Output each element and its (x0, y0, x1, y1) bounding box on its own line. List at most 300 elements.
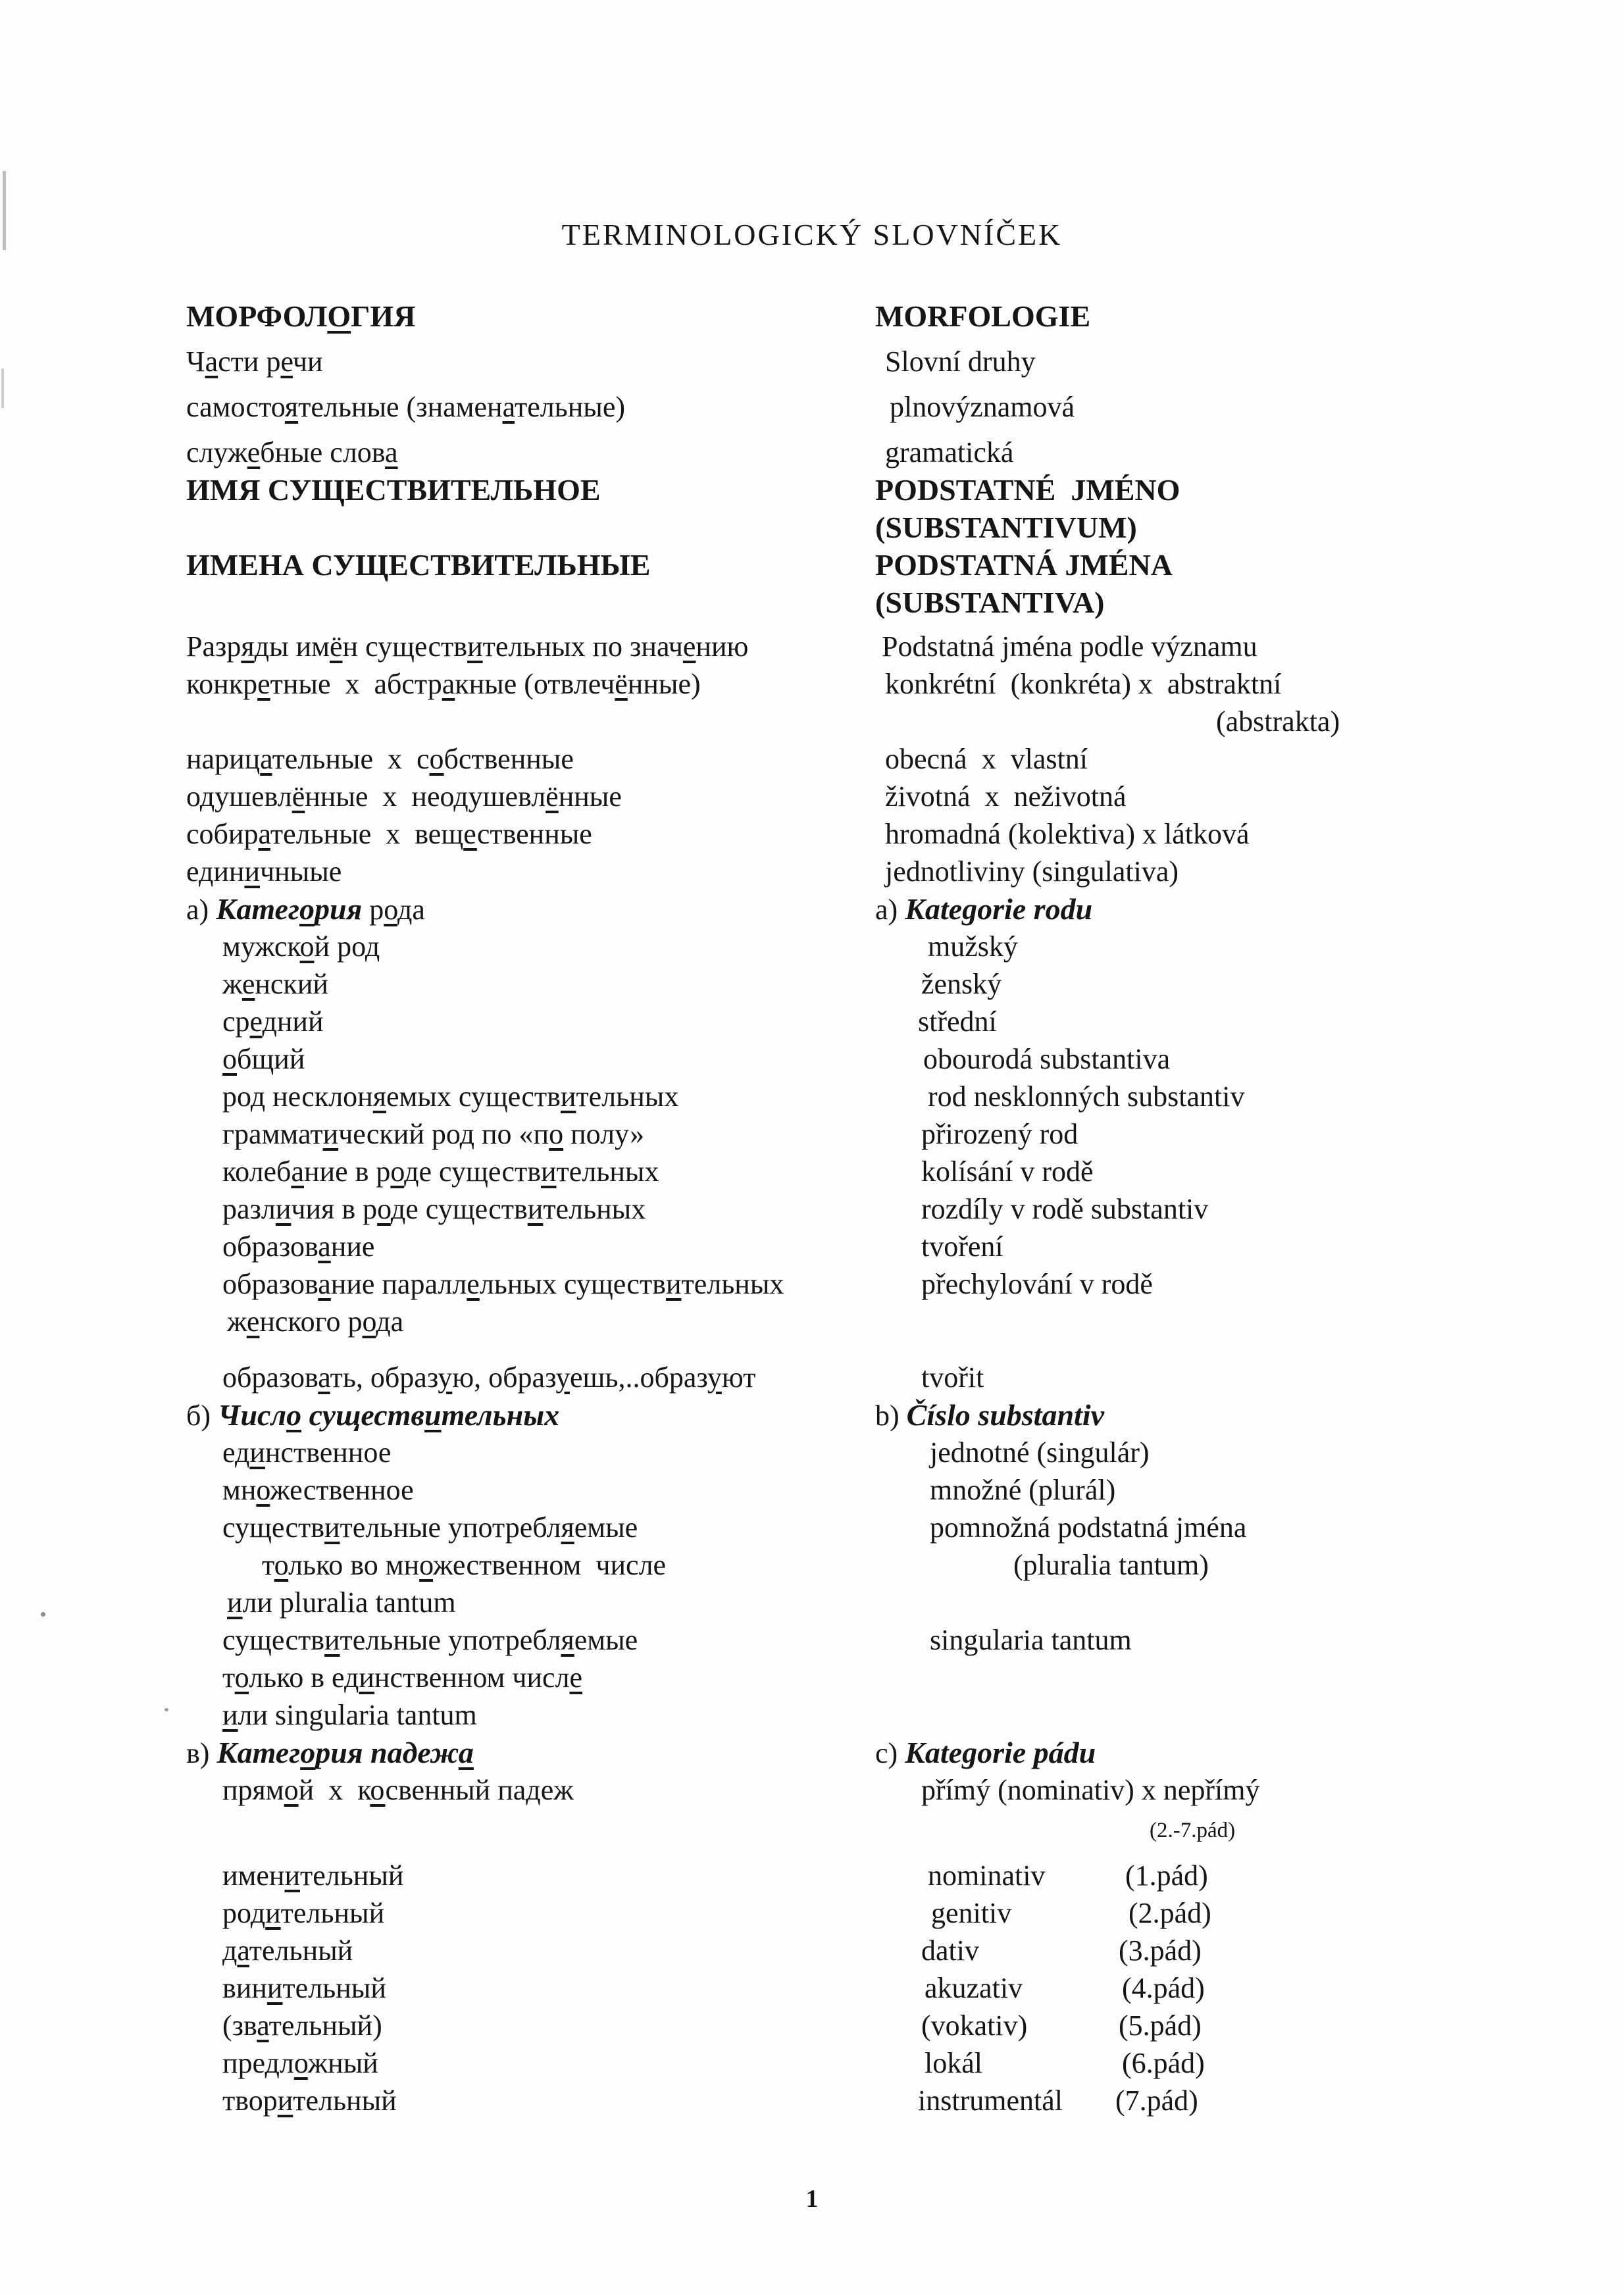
czech-term (911, 1082, 1598, 1111)
glossary-row (186, 628, 1598, 665)
term-text: ё (292, 780, 305, 813)
term-text: и (275, 1192, 292, 1225)
russian-term (186, 782, 875, 811)
term-text: е (569, 1661, 583, 1694)
term-text: Číslo substantiv (906, 1398, 1105, 1432)
russian-term (186, 1267, 911, 1300)
term-text: ние в р (303, 1155, 391, 1188)
term-text: е (241, 967, 255, 1000)
glossary-row (186, 1857, 1598, 1894)
czech-term (875, 1735, 1598, 1769)
term-text: нского р (259, 1305, 363, 1338)
glossary-row (186, 2007, 1598, 2044)
czech-term (875, 1400, 1598, 1430)
glossary-row (186, 1696, 1598, 1734)
term-text: нственное (265, 1436, 392, 1469)
term-text: obecná x vlastní (885, 742, 1088, 775)
term-text: тельные х с (272, 742, 430, 775)
term-text: де существ (390, 1192, 528, 1225)
glossary-row (186, 1396, 1598, 1434)
term-text: životná x neživotná (885, 780, 1127, 813)
term-text: я (561, 1623, 574, 1656)
term-text: о (370, 1773, 386, 1806)
case-name (918, 2086, 1115, 2115)
czech-term (875, 301, 1598, 332)
term-text: akuzativ (925, 1971, 1023, 2004)
russian-term (186, 1307, 916, 1336)
term-text: я (372, 1080, 386, 1113)
term-text: бные слов (260, 436, 385, 468)
term-text: о (256, 1473, 270, 1506)
term-text: hromadná (kolektiva) x látková (885, 817, 1250, 850)
term-text: и (324, 1511, 340, 1544)
czech-term (911, 1773, 1598, 1806)
term-text: lokál (925, 2046, 982, 2079)
russian-term (186, 894, 875, 924)
term-text: т (262, 1548, 274, 1581)
term-text: а (260, 742, 272, 775)
term-text: о (390, 1155, 405, 1188)
glossary-row (186, 1471, 1598, 1509)
term-text: а (318, 1361, 330, 1394)
term-text: (1.pád) (1125, 1859, 1208, 1892)
term-text: о (234, 1661, 249, 1694)
term-text: й род (314, 930, 380, 963)
czech-term (911, 2046, 1598, 2079)
term-text: о (362, 1305, 376, 1338)
russian-term (186, 1548, 951, 1581)
term-text: (4.pád) (1122, 1971, 1205, 2004)
glossary-row (186, 1509, 1598, 1546)
russian-term (186, 438, 875, 467)
term-text: ж (222, 967, 242, 1000)
czech-term (911, 2086, 1598, 2115)
term-text: střední (918, 1005, 997, 1038)
case-name (928, 1861, 1125, 1890)
term-text: (7.pád) (1115, 2084, 1198, 2117)
term-text: МОРФОЛ (186, 299, 328, 333)
term-text: konkrétní (konkréta) x abstraktní (885, 667, 1282, 700)
term-text: колеб (222, 1155, 292, 1188)
term-text: а (237, 1934, 249, 1967)
term-text: нский (255, 967, 328, 1000)
czech-term (911, 1971, 1598, 2004)
term-text: существ (301, 1398, 424, 1432)
term-text: а (458, 1735, 474, 1769)
term-text: лько во мн (288, 1548, 420, 1581)
glossary-row (186, 1546, 1598, 1584)
term-text: служ (186, 436, 247, 468)
term-text: а (257, 2009, 269, 2042)
term-text: tvořit (921, 1361, 984, 1394)
term-text: (pluralia tantum) (1013, 1548, 1209, 1581)
term-text: Podstatná jména podle významu (882, 630, 1257, 663)
glossary-row (186, 1190, 1598, 1228)
term-text: тельные х вещ (270, 817, 464, 850)
glossary-row (186, 740, 1598, 778)
term-text: у (555, 1361, 570, 1394)
czech-term (875, 817, 1598, 850)
glossary-row (186, 1659, 1598, 1696)
russian-term (186, 1773, 911, 1806)
term-text: й х к (298, 1773, 370, 1806)
term-text: тельных (543, 1192, 646, 1225)
russian-term (186, 1042, 911, 1075)
glossary-row (186, 1969, 1598, 2007)
term-text: (2.pád) (1129, 1896, 1211, 1929)
term-text: у (707, 1361, 722, 1394)
term-text: нные) (627, 667, 701, 700)
term-text: чи (292, 345, 323, 378)
term-text: тельные) (514, 390, 626, 423)
term-text: а (291, 1155, 304, 1188)
term-text: а (318, 1230, 331, 1263)
czech-term (875, 857, 1598, 886)
term-text: существ (222, 1511, 324, 1544)
czech-term (911, 932, 1598, 961)
term-text: (зв (222, 2009, 257, 2042)
russian-term (186, 817, 875, 850)
glossary-row (186, 434, 1598, 471)
term-text: лько в ед (249, 1661, 359, 1694)
term-text: тельных (681, 1267, 784, 1300)
term-text: тельный (280, 1896, 385, 1929)
russian-term (186, 1698, 911, 1731)
term-text: ед (222, 1436, 250, 1469)
term-text: а) (186, 893, 216, 926)
term-text: образов (222, 1267, 318, 1300)
czech-term (911, 1117, 1598, 1150)
term-text: о (286, 1398, 302, 1432)
term-text: я (561, 1511, 574, 1544)
term-text: singularia tantum (930, 1623, 1132, 1656)
term-text: MORFOLOGIE (875, 299, 1091, 333)
term-text: ИМЯ СУЩЕСТВИТЕЛЬНОЕ (186, 472, 601, 507)
glossary-row (186, 509, 1598, 546)
russian-term (186, 632, 875, 661)
term-text: твор (222, 2084, 278, 2117)
term-text: ли singularia tantum (238, 1698, 477, 1731)
term-text: емые (574, 1511, 638, 1544)
term-text: тные х абстр (270, 667, 442, 700)
term-text: е (280, 345, 293, 378)
term-text: тельный (249, 1934, 353, 1967)
term-text: о (419, 1548, 434, 1581)
term-text: конкр (186, 667, 258, 700)
term-text: (abstrakta) (1216, 705, 1340, 738)
term-text: ть, образ (330, 1361, 438, 1394)
term-text: е (249, 1005, 263, 1038)
case-name (921, 1936, 1119, 1965)
glossary-row (186, 1734, 1598, 1771)
term-text: ё (615, 667, 628, 700)
czech-term (911, 1623, 1598, 1656)
term-text: и (277, 2084, 293, 2117)
term-text: dativ (921, 1934, 979, 1967)
term-text: ж (227, 1305, 247, 1338)
czech-term (911, 2011, 1598, 2040)
czech-term (875, 585, 1598, 619)
term-text: де существ (404, 1155, 542, 1188)
term-text: b) (875, 1399, 907, 1432)
glossary-row (186, 1303, 1598, 1340)
term-text: množné (plurál) (930, 1473, 1116, 1506)
term-text: и (284, 1859, 301, 1892)
czech-term (911, 1896, 1598, 1929)
term-text: и (265, 1896, 281, 1929)
case-name (925, 2046, 1122, 2079)
czech-term (911, 1363, 1598, 1392)
term-text: nominativ (928, 1859, 1046, 1892)
russian-term (186, 1971, 911, 2004)
term-text: о (377, 1192, 391, 1225)
term-text: PODSTATNÉ JMÉNO (875, 472, 1180, 507)
czech-term (951, 1548, 1598, 1581)
czech-term (911, 1861, 1598, 1890)
term-text: Катег (216, 1735, 301, 1769)
glossary-row (186, 546, 1598, 584)
glossary-row (186, 1078, 1598, 1115)
term-text: (SUBSTANTIVUM) (875, 510, 1137, 544)
russian-term (186, 1082, 911, 1111)
czech-term (875, 472, 1598, 507)
term-text: разл (222, 1192, 276, 1225)
term-text: а (384, 436, 398, 468)
term-text: жественном числе (433, 1548, 667, 1581)
czech-term (911, 1042, 1598, 1075)
term-text: ИМЕНА СУЩЕСТВИТЕЛЬНЫЕ (186, 547, 651, 582)
russian-term (186, 1861, 911, 1890)
term-text: т (222, 1661, 235, 1694)
term-text: о (274, 1548, 289, 1581)
term-text: (vokativ) (921, 2009, 1028, 2042)
term-text: у (438, 1361, 453, 1394)
russian-term (186, 1896, 911, 1929)
term-text: c) (875, 1736, 905, 1769)
glossary-row (186, 928, 1598, 965)
term-text: přirozený rod (921, 1117, 1078, 1150)
czech-term (875, 547, 1598, 582)
term-text: о (299, 892, 315, 926)
term-text: jednotliviny (singulativa) (885, 855, 1179, 888)
russian-term (186, 1400, 875, 1430)
term-text: тельный (300, 1859, 404, 1892)
term-text: тельные употребл (340, 1623, 561, 1656)
term-text: самосто (186, 390, 285, 423)
term-text: е (467, 1267, 480, 1300)
term-text: a) (875, 893, 905, 926)
russian-term (186, 1117, 911, 1150)
glossary-row (186, 2044, 1598, 2082)
term-text: чныые (259, 855, 342, 888)
term-text: о (222, 1042, 237, 1075)
czech-term (911, 1438, 1598, 1467)
term-text: бщий (237, 1042, 305, 1075)
term-text: (3.pád) (1119, 1934, 1202, 1967)
term-text: и (266, 1971, 283, 2004)
term-text: и (222, 1698, 238, 1731)
term-text: ženský (921, 967, 1002, 1000)
term-text: жный (307, 2046, 378, 2079)
czech-term (911, 1232, 1598, 1261)
term-text: б) (186, 1399, 218, 1432)
term-text: мн (222, 1473, 257, 1506)
term-text: е (463, 817, 477, 850)
czech-term (875, 390, 1598, 423)
term-text: ё (546, 780, 559, 813)
russian-term (186, 857, 875, 886)
term-text: (2.-7.pád) (1150, 1818, 1236, 1842)
term-text: rod nesklonných substantiv (928, 1080, 1245, 1113)
glossary-row (186, 1894, 1598, 1932)
term-text: о (299, 930, 315, 963)
czech-term (911, 1007, 1598, 1036)
glossary-row (186, 965, 1598, 1003)
glossary-row (186, 1434, 1598, 1471)
russian-term (186, 2086, 911, 2115)
term-text: ю, образ (452, 1361, 556, 1394)
term-text: и (467, 630, 483, 663)
term-text: Ч (186, 345, 205, 378)
term-text: нственном числ (374, 1661, 570, 1694)
term-text: чия в р (291, 1192, 378, 1225)
glossary-row (186, 297, 1598, 335)
glossary-row (186, 1153, 1598, 1190)
term-text: образов (222, 1230, 318, 1263)
term-text: а (258, 817, 270, 850)
term-text: Kategorie pádu (905, 1735, 1096, 1769)
glossary-row (186, 1809, 1598, 1846)
term-text: kolísání v rodě (921, 1155, 1094, 1188)
czech-term (875, 782, 1598, 811)
term-text: ют (721, 1361, 756, 1394)
scan-artifact (41, 1612, 45, 1617)
term-text: о (284, 1773, 299, 1806)
term-text: Числ (218, 1398, 287, 1432)
term-text: Slovní druhy (885, 345, 1036, 378)
term-text: přechylování v rodě (921, 1267, 1153, 1300)
term-text: а (502, 390, 515, 423)
glossary-row (186, 778, 1598, 815)
glossary-row (186, 853, 1598, 890)
term-text: един (186, 855, 245, 888)
term-text: мужск (222, 930, 300, 963)
term-text: сти р (218, 345, 281, 378)
russian-term (186, 932, 911, 961)
term-text: obourodá substantiva (923, 1042, 1171, 1075)
term-text: pomnožná podstatná jména (930, 1511, 1247, 1544)
russian-term (186, 1232, 911, 1261)
term-text: тельных (556, 1155, 659, 1188)
term-text: тельный) (268, 2009, 382, 2042)
term-text: и (359, 1661, 374, 1694)
term-text: нные (558, 780, 622, 813)
term-text: ешь,..образ (569, 1361, 707, 1394)
czech-term (875, 742, 1598, 775)
term-text: и (322, 1117, 339, 1150)
term-text: образов (222, 1361, 318, 1394)
term-text: тельных (441, 1398, 560, 1432)
russian-term (186, 390, 875, 423)
term-text: в) (186, 1736, 217, 1769)
term-text: gramatická (885, 436, 1014, 468)
term-text: и (244, 855, 260, 888)
term-text: jednotné (singulár) (930, 1436, 1150, 1469)
term-text: род несклон (222, 1080, 373, 1113)
term-text: ё (329, 630, 343, 663)
russian-term (186, 1473, 911, 1506)
russian-term (186, 742, 875, 775)
glossary-row (186, 1359, 1598, 1396)
scan-artifact (1, 368, 4, 408)
glossary-row (186, 2082, 1598, 2119)
russian-term (186, 1192, 911, 1225)
page-number: 1 (805, 2185, 819, 2213)
term-text: о (549, 1117, 564, 1150)
term-text: (SUBSTANTIVA) (875, 585, 1105, 619)
term-text: Катег (216, 892, 299, 926)
term-text: емых существ (386, 1080, 561, 1113)
term-text: а (205, 345, 218, 378)
term-text: rozdíly v rodě substantiv (921, 1192, 1209, 1225)
glossary-row (186, 584, 1598, 621)
term-text: е (682, 630, 696, 663)
czech-term (911, 1192, 1598, 1225)
russian-term (186, 967, 911, 1000)
glossary-row (186, 1932, 1598, 1969)
scan-artifact (3, 171, 6, 250)
russian-term (186, 1438, 911, 1467)
term-text: и (560, 1080, 576, 1113)
term-text: plnovýznamová (890, 390, 1075, 423)
term-text: предл (222, 2046, 294, 2079)
term-text: имен (222, 1859, 285, 1892)
term-text: н существ (342, 630, 468, 663)
term-text: а (318, 1267, 331, 1300)
glossary-row (186, 815, 1598, 853)
term-text: и (424, 1398, 442, 1432)
czech-term (911, 1936, 1598, 1965)
term-text: е (257, 667, 270, 700)
russian-term (186, 1007, 911, 1036)
term-text: о (384, 893, 397, 926)
term-text: я (241, 630, 255, 663)
term-text: ГИЯ (351, 299, 416, 333)
term-text: да (376, 1305, 404, 1338)
term-text: полу» (563, 1117, 645, 1150)
term-text: рия (314, 892, 363, 926)
term-text: о (429, 742, 444, 775)
term-text: д (222, 1934, 238, 1967)
czech-term (911, 967, 1598, 1000)
glossary-row (186, 1003, 1598, 1040)
term-text: е (246, 1305, 260, 1338)
term-text: и (227, 1586, 243, 1619)
term-text: одушевл (186, 780, 292, 813)
term-text: ческий род по «п (338, 1117, 549, 1150)
russian-term (186, 1513, 911, 1542)
term-text: přímý (nominativ) x nepřímý (921, 1773, 1260, 1806)
glossary-row (186, 1115, 1598, 1153)
term-text: Разр (186, 630, 241, 663)
glossary-row (186, 1621, 1598, 1659)
term-text: граммат (222, 1117, 323, 1150)
russian-term (186, 1623, 911, 1656)
glossary-row (186, 1265, 1598, 1303)
russian-term (186, 2046, 911, 2079)
term-text: свенный падеж (385, 1773, 574, 1806)
term-text: тельные употребл (340, 1511, 561, 1544)
